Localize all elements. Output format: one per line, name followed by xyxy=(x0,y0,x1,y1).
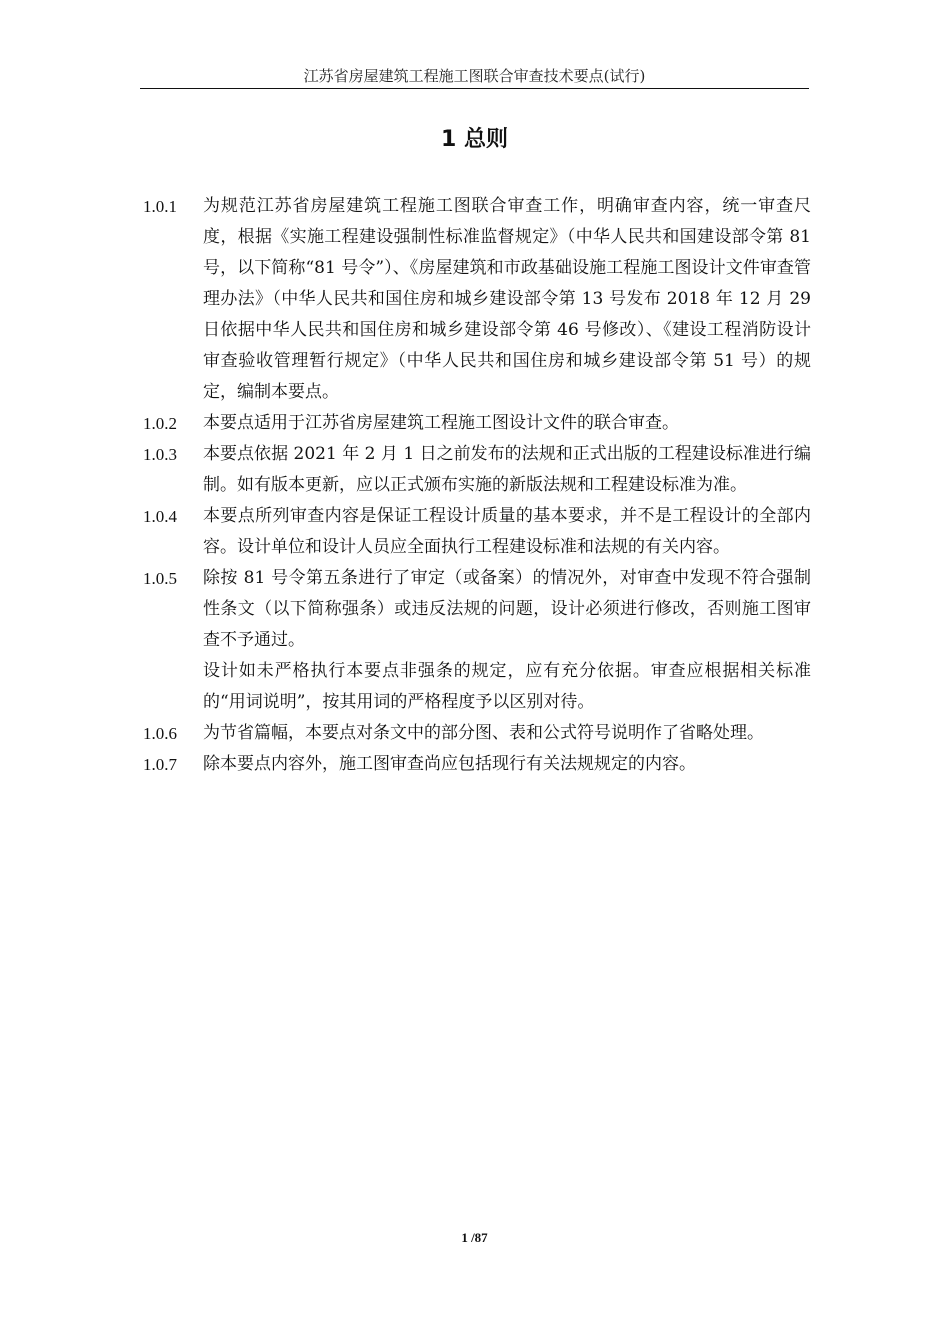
clause-number: 1.0.3 xyxy=(143,445,177,464)
clause-text: 为节省篇幅，本要点对条文中的部分图、表和公式符号说明作了省略处理。 xyxy=(203,723,764,743)
clause-1-0-6 xyxy=(143,718,811,749)
clause-1-0-7 xyxy=(143,749,811,780)
clause-1-0-5 xyxy=(143,563,811,718)
clause-text: 除本要点内容外，施工图审查尚应包括现行有关法规规定的内容。 xyxy=(203,754,696,774)
clause-1-0-2 xyxy=(143,408,811,439)
clause-text: 本要点依据 2021 年 2 月 1 日之前发布的法规和正式出版的工程建设标准进行编制。如有版本更新，应以正式颁布实施的新版法规和工程建设标准为准。 xyxy=(203,444,811,495)
clause-text: 本要点所列审查内容是保证工程设计质量的基本要求，并不是工程设计的全部内容。设计单位和设计人员应全面执行工程建设标准和法规的有关内容。 xyxy=(203,506,811,557)
clause-number: 1.0.5 xyxy=(143,569,177,588)
chapter-title: 1 总则 xyxy=(441,127,508,152)
clause-number: 1.0.1 xyxy=(143,197,177,216)
clause-number: 1.0.6 xyxy=(143,724,177,743)
clause-number: 1.0.2 xyxy=(143,414,177,433)
clause-text: 本要点适用于江苏省房屋建筑工程施工图设计文件的联合审查。 xyxy=(203,413,679,433)
clause-1-0-1 xyxy=(143,191,811,408)
clause-1-0-4 xyxy=(143,501,811,563)
running-header: 江苏省房屋建筑工程施工图联合审查技术要点(试行) xyxy=(303,67,646,85)
header-rule xyxy=(140,88,809,89)
clause-1-0-3 xyxy=(143,439,811,501)
page-number: 1 /87 xyxy=(461,1230,488,1245)
clause-text: 除按 81 号令第五条进行了审定（或备案）的情况外，对审查中发现不符合强制性条文（以下简称强条）或违反法规的问题，设计必须进行修改，否则施工图审查不予通过。 xyxy=(203,568,811,650)
clause-number: 1.0.7 xyxy=(143,755,177,774)
clause-supplementary-paragraph: 设计如未严格执行本要点非强条的规定，应有充分依据。审查应根据相关标准的“用词说明”，按其用词的严格程度予以区别对待。 xyxy=(203,661,811,712)
clause-list xyxy=(143,191,811,780)
clause-text: 为规范江苏省房屋建筑工程施工图联合审查工作，明确审查内容，统一审查尺度，根据《实施工程建设强制性标准监督规定》（中华人民共和国建设部令第 81 号，以下简称“81 号令”）、《房屋建筑和市政基础设施工程施工图设计文件审查管理办法》（中华人民共和国住房和城乡建设部令第 13 号发布 2018 年 12 月 29 日依据中华人民共和国住房和城乡建设部令第 46 号修改）、《建设工程消防设计审查验收管理暂行规定》（中华人民共和国住房和城乡建设部令第 51 号）的规定，编制本要点。 xyxy=(203,196,811,402)
clause-number: 1.0.4 xyxy=(143,507,177,526)
